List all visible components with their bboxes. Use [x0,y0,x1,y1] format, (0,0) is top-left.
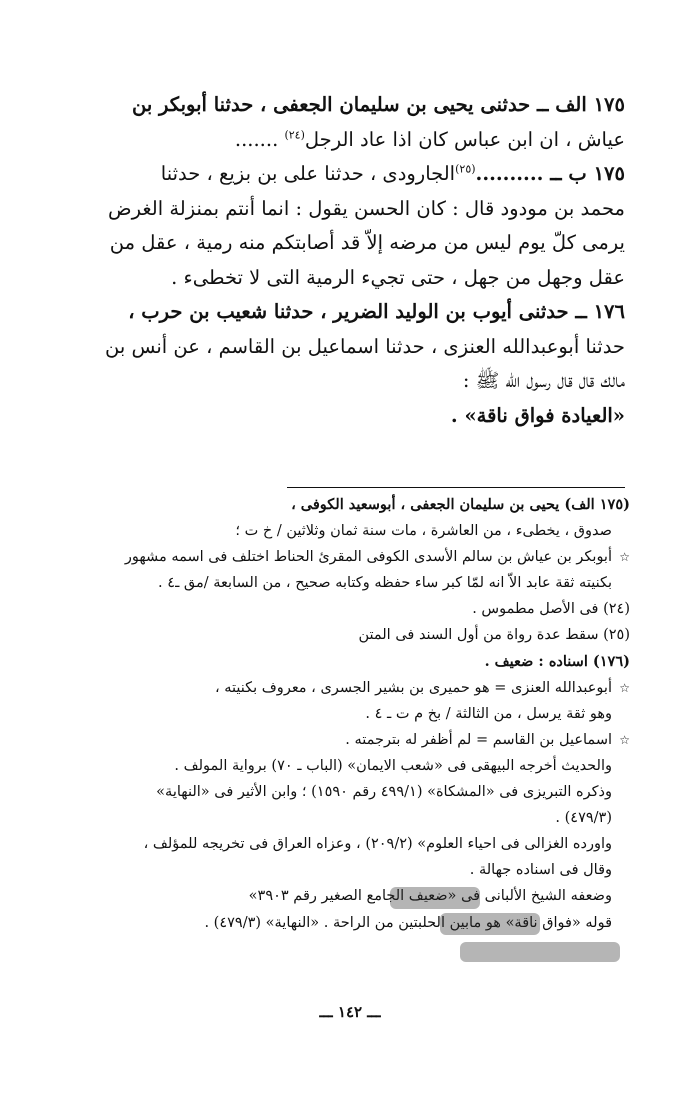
text-line: يرمى كلّ يوم ليس من مرضه إلاّ قد أصابتكم منه رمية ، عقل من [109,231,625,254]
note-line: وهو ثقة يرسل ، من الثالثة / بخ م ت ـ ٤ . [365,705,612,722]
quote-line: «العيادة فواق ناقة» . [450,403,625,427]
star-icon: ☆ [619,680,630,695]
note-line: وقال فى اسناده جهالة . [469,862,612,879]
footnotes [50,492,630,936]
note-line: وضعفه الشيخ الألبانى فى «ضعيف الجامع الصغير رقم ٣٩٠٣» [248,888,612,905]
star-icon: ☆ [619,550,630,565]
note-line: (٢٤) فى الأصل مطموس . [472,601,630,618]
note-line: بكنيته ثقة عابد الاّ انه لمّا كبر ساء حفظه وكتابه صحيح ، من السابعة /مق ـ٤ . [158,575,612,592]
hadith-number: ١٧٥ الف ــ حدثنى يحيى بن سليمان الجعفى ، حدثنا أبوبكر بن [131,93,625,116]
text-line: عقل وجهل من جهل ، حتى تجيء الرمية التى لا تخطىء . [171,265,625,289]
scan-smudge [440,913,540,935]
footnote-mark: (٢٤) [284,128,305,141]
note-line: (٢٥) سقط عدة رواة من أول السند فى المتن [358,627,630,644]
note-line: ☆أبوبكر بن عياش بن سالم الأسدى الكوفى المقرئ الحناط اختلف فى اسمه مشهور [50,544,630,570]
text-line [62,88,625,123]
text-line: حدثنا أبوعبدالله العنزى ، حدثنا اسماعيل بن القاسم ، عن أنس بن [105,334,625,358]
text-line: مالك قال قال رسول الله ﷺ : [462,369,625,392]
note-line: واورده الغزالى فى احياء العلوم» (٢٠٩/٢) ، وعزاه العراق فى تخريجه للمؤلف ، [143,836,612,853]
text-line: محمد بن مودود قال : كان الحسن يقول : انما أنتم بمنزلة الغرض [108,196,625,220]
main-text [62,88,625,433]
note-line: قوله «فواق ناقة» هو مابين الحلبتين من الراحة . «النهاية» (٤٧٩/٣) . [204,914,612,931]
note-line: صدوق ، يخطىء ، من العاشرة ، مات سنة ثمان وثلاثين / خ ت ؛ [235,523,612,540]
note-line: (١٧٦) اسناده : ضعيف . [484,652,630,670]
scan-smudge [390,887,480,909]
note-line: وذكره التبريزى فى «المشكاة» (٤٩٩/١ رقم ١٥٩٠) ؛ وابن الأثير فى «النهاية» [156,784,612,801]
footnote-divider [287,487,625,488]
note-line: والحديث أخرجه البيهقى فى «شعب الايمان» (الباب ـ ٧٠) برواية المولف . [174,757,612,774]
text-line: ١٧٦ ــ حدثنى أيوب بن الوليد الضرير ، حدثنا شعيب بن حرب ، [128,300,625,323]
scan-smudge [460,942,620,962]
text-line: عياش ، ان ابن عباس كان اذا عاد الرجل$^{(٢٤)}$ ....... [234,127,625,151]
note-line: (١٧٥ الف) يحيى بن سليمان الجعفى ، أبوسعيد الكوفى ، [291,496,630,513]
note-line: (٤٧٩/٣) . [555,810,612,827]
text-line: ١٧٥ ب ــ ..........$^{(٢٥)}$الجارودى ، حدثنا على بن بزيع ، حدثنا [160,162,625,185]
note-line: ☆أبوعبدالله العنزى = هو حميرى بن بشير الجسرى ، معروف بكنيته ، [50,675,630,701]
page-number: ـــ ١٤٢ ـــ [319,1003,381,1021]
star-icon: ☆ [619,732,630,747]
note-line: ☆اسماعيل بن القاسم = لم أظفر له بترجمته . [50,727,630,753]
footnote-mark: (٢٥) [455,162,476,176]
